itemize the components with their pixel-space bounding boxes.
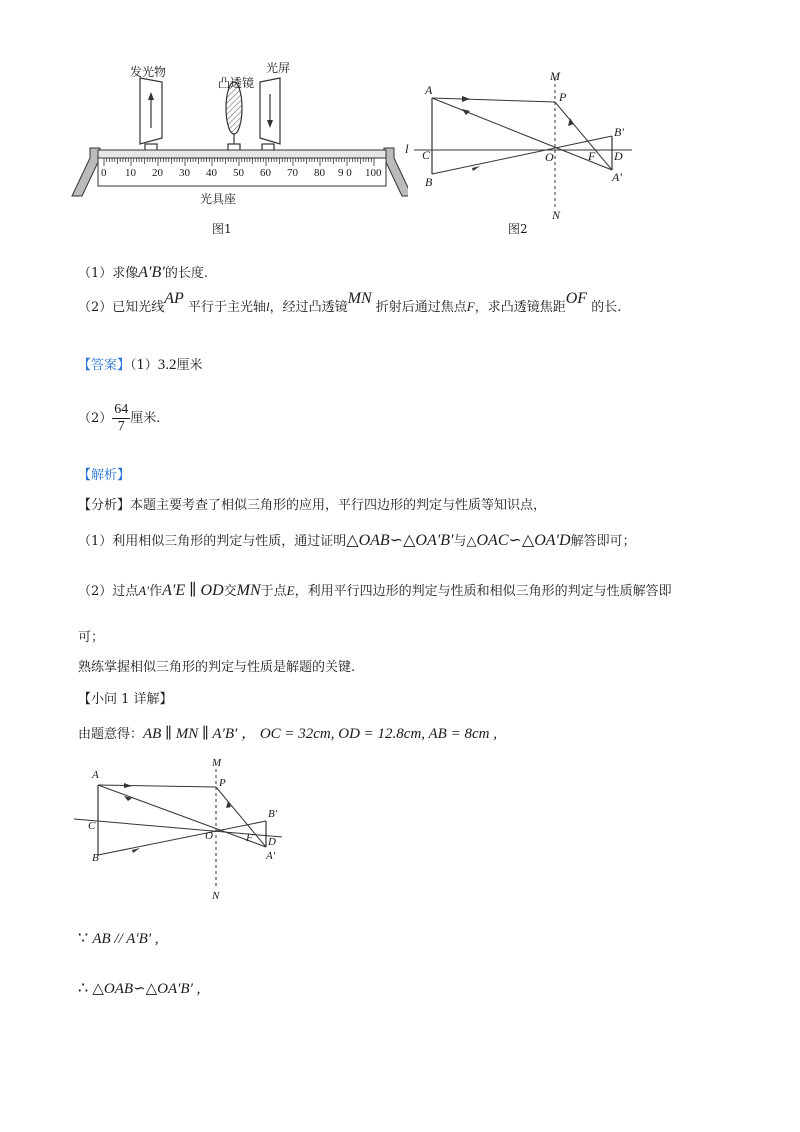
fig3-label-O: O (205, 830, 213, 842)
fig2-label-B: B (425, 175, 433, 189)
scale-tick-label: 20 (152, 167, 163, 179)
ray-A-A2 (432, 98, 612, 170)
fig2-label-A: A (425, 83, 433, 97)
ray-A-P (432, 98, 555, 102)
fig1-label-screen: 光屏 (266, 61, 291, 75)
scale-tick-label: 70 (287, 167, 298, 179)
analysis-line-1: 【分析】本题主要考查了相似三角形的应用，平行四边形的判定与性质等知识点， (78, 498, 547, 513)
fig3-label-N: N (212, 890, 220, 902)
fig2-label-Ap: A′ (612, 170, 622, 184)
ray-P-A2 (555, 102, 612, 170)
fig1-caption: 图1 (212, 222, 232, 236)
figure-2-ray-diagram (400, 60, 640, 230)
analysis-line-4: 可； (78, 630, 105, 645)
scale-tick-label: 80 (314, 167, 325, 179)
ray-B-B2 (432, 136, 612, 174)
fig2-label-D: D (614, 149, 623, 163)
fig2-label-Bp: B′ (614, 125, 624, 139)
fig3-label-A: A (92, 769, 99, 781)
fig2-caption: 图2 (508, 222, 528, 236)
analysis-line-3: （2）过点A′作A′E ∥ OD交MN于点E，利用平行四边形的判定与性质和相似三角形的判定与性质解答即 (78, 582, 672, 599)
analysis-line-5: 熟练掌握相似三角形的判定与性质是解题的关键. (78, 660, 356, 675)
detail-title: 【小问 1 详解】 (78, 692, 173, 707)
scale-tick-label: 50 (233, 167, 244, 179)
fig2-label-C: C (422, 148, 431, 162)
answer-line-2: （2） $\frac{64}{7}$ 厘米. (78, 402, 161, 434)
fig3-label-F: F (246, 832, 253, 844)
answer-fraction: $\frac{64}{7}$ (114, 402, 129, 434)
fig2-label-M: M (550, 69, 560, 83)
analysis-line-2: （1）利用相似三角形的判定与性质，通过证明△OAB∽△OA′B′与△OAC∽△OA′D解答即可； (78, 532, 636, 549)
scale-tick-label: 30 (179, 167, 190, 179)
answer-tag: 【答案】 (78, 358, 131, 373)
question-2: （2）已知光线AP 平行于主光轴l，经过凸透镜MN 折射后通过焦点F，求凸透镜焦距OF 的长. (78, 290, 622, 315)
fig3-label-D: D (268, 836, 276, 848)
fig1-label-lens: 凸透镜 (218, 76, 255, 90)
scale-tick-label: 0 (101, 167, 107, 179)
bench-left-leg (72, 148, 100, 196)
ray-A-P (98, 785, 216, 787)
fig2-label-F: F (588, 149, 596, 163)
fig3-label-B: B (92, 852, 99, 864)
bench-rail (98, 150, 386, 158)
fig2-label-O: O (545, 150, 554, 164)
fig1-label-bench: 光具座 (200, 192, 237, 206)
scale-tick-label: 9 0 (338, 167, 352, 179)
scale-tick-label: 10 (125, 167, 136, 179)
fig3-label-Ap: A′ (266, 850, 276, 862)
fig2-label-N: N (552, 208, 561, 222)
figure-3-ray-diagram (70, 755, 290, 905)
scale-tick-label: 60 (260, 167, 271, 179)
question-1: （1）求像A′B′的长度. (78, 264, 208, 281)
fig3-label-C: C (88, 820, 96, 832)
fig3-label-Bp: B′ (268, 808, 278, 820)
scale-tick-label: 40 (206, 167, 217, 179)
detail-given: 由题意得：AB ∥ MN ∥ A′B′ ， OC = 32cm, OD = 12.8cm, AB = 8cm , (78, 726, 497, 742)
because-line: ∵ AB // A′B′ , (78, 928, 159, 947)
analysis-tag: 【解析】 (78, 468, 131, 483)
fig1-label-source: 发光物 (130, 65, 167, 79)
fig2-label-P: P (559, 90, 567, 104)
fig2-label-l: l (405, 141, 409, 156)
scale-tick-label: 100 (365, 167, 382, 179)
fig3-label-P: P (219, 777, 226, 789)
fig3-label-M: M (212, 757, 222, 769)
therefore-line: ∴ △OAB∽△OA′B′ , (78, 978, 201, 997)
answer-line-1: 【答案】（1）3.2厘米 (78, 357, 203, 373)
